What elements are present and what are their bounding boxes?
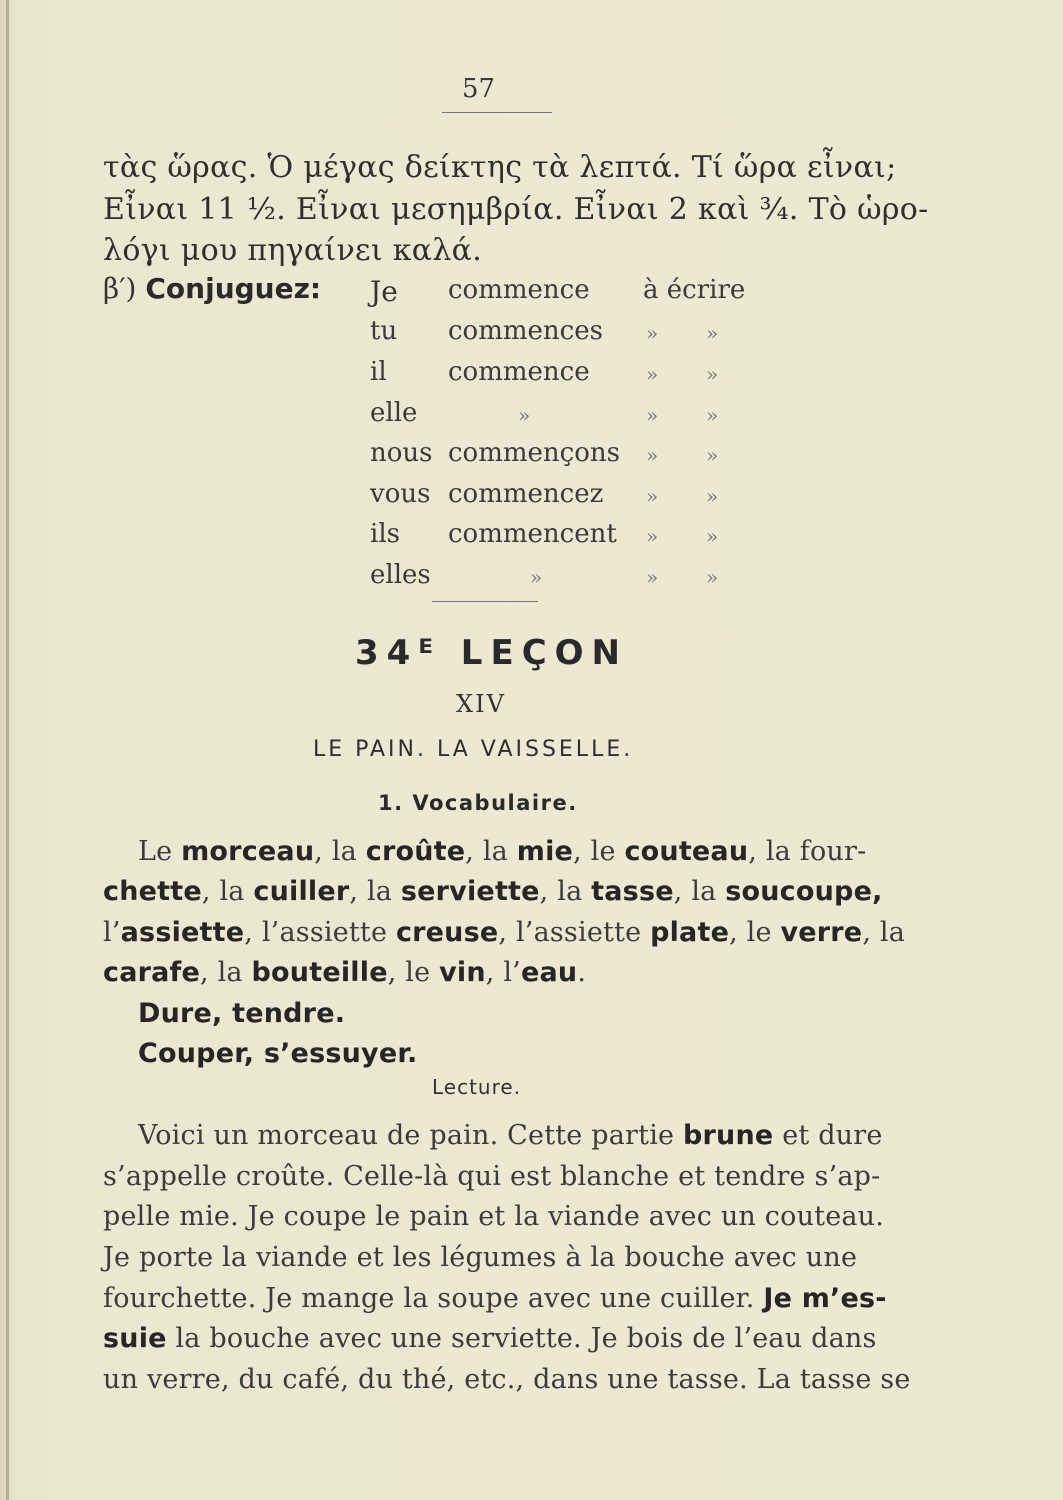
ditto-mark: » bbox=[646, 403, 659, 427]
vocab-text: , la bbox=[314, 836, 366, 867]
lecture-bold: brune bbox=[683, 1120, 774, 1151]
ditto-mark: » bbox=[518, 403, 531, 427]
lesson-number: 34ᴱ bbox=[355, 633, 441, 673]
conj-verb: commence bbox=[448, 275, 590, 305]
vocab-word: bouteille bbox=[251, 957, 388, 988]
vocab-text: , l’assiette bbox=[244, 917, 396, 948]
lesson-roman-numeral: XIV bbox=[456, 690, 506, 718]
lecture-line-4 bbox=[103, 1242, 857, 1273]
conj-pronoun: il bbox=[370, 357, 387, 387]
ditto-mark: » bbox=[646, 443, 659, 467]
vocab-word: carafe bbox=[103, 957, 201, 988]
conjugation-title: Conjuguez: bbox=[145, 272, 322, 305]
ditto-mark: » bbox=[646, 484, 659, 508]
conj-pronoun: vous bbox=[370, 479, 431, 509]
vocab-text: , la bbox=[465, 836, 517, 867]
conj-verb: commençons bbox=[448, 438, 620, 468]
conj-verb: commence bbox=[448, 357, 590, 387]
section-rule bbox=[432, 601, 538, 602]
vocabulaire-heading: 1. Vocabulaire. bbox=[378, 791, 578, 815]
ditto-mark: » bbox=[646, 362, 659, 386]
vocab-text: , le bbox=[729, 917, 781, 948]
lecture-text: un verre, du café, du thé, etc., dans une tasse. La tasse se bbox=[103, 1364, 911, 1395]
vocab-text: , le bbox=[387, 957, 440, 988]
conj-verb: commencez bbox=[448, 479, 604, 509]
lecture-text: la bouche avec une serviette. Je bois de l’eau dans bbox=[166, 1323, 877, 1354]
vocab-line-3 bbox=[103, 917, 905, 948]
greek-line-1: τὰς ὥρας. Ὁ μέγας δείκτης τὰ λεπτά. Τί ὥρα εἶναι; bbox=[103, 150, 897, 185]
vocab-word: chette bbox=[103, 876, 202, 907]
vocab-text: . bbox=[577, 957, 587, 988]
vocab-text: , la bbox=[201, 876, 254, 907]
vocab-word: tasse bbox=[591, 876, 674, 907]
conj-complement: à écrire bbox=[643, 275, 746, 305]
vocab-text: , la bbox=[200, 957, 252, 988]
vocab-verbs-text: Couper, s’essuyer. bbox=[138, 1038, 418, 1069]
lecture-text: et dure bbox=[773, 1120, 883, 1151]
vocab-word: eau bbox=[520, 957, 578, 988]
lecture-text: pelle mie. Je coupe le pain et la viande avec un couteau. bbox=[103, 1201, 885, 1232]
conj-verb: commencent bbox=[448, 519, 617, 549]
lesson-subtitle: LE PAIN. LA VAISSELLE. bbox=[313, 737, 634, 762]
vocab-text: Le bbox=[138, 836, 182, 867]
page-number: 57 bbox=[462, 74, 496, 104]
lecture-line-5 bbox=[103, 1283, 887, 1314]
ditto-mark: » bbox=[646, 565, 659, 589]
lecture-line-1 bbox=[138, 1120, 883, 1151]
conj-pronoun: Je bbox=[370, 275, 398, 308]
ditto-mark: » bbox=[646, 321, 659, 345]
vocab-text: , la bbox=[748, 836, 800, 867]
vocab-line-2 bbox=[103, 876, 883, 907]
vocab-word: soucoupe bbox=[725, 876, 873, 907]
ditto-mark: » bbox=[706, 565, 719, 589]
conjugation-prefix: β′) bbox=[103, 272, 137, 305]
vocab-line-4 bbox=[103, 957, 586, 988]
lesson-word: LEÇON bbox=[460, 633, 628, 673]
conj-pronoun: ils bbox=[370, 519, 400, 549]
vocab-word: vin bbox=[439, 957, 486, 988]
vocab-line-1 bbox=[138, 836, 866, 867]
vocab-word: verre bbox=[780, 917, 863, 948]
ditto-mark: » bbox=[646, 524, 659, 548]
binding-edge bbox=[6, 0, 9, 1500]
vocab-adjectives-text: Dure, tendre. bbox=[138, 998, 346, 1029]
vocab-word: croûte bbox=[365, 836, 466, 867]
greek-line-3: λόγι μου πηγαίνει καλά. bbox=[103, 233, 483, 268]
lecture-heading: Lecture. bbox=[432, 1075, 522, 1099]
ditto-mark: » bbox=[706, 443, 719, 467]
vocab-text: , la bbox=[862, 917, 906, 948]
vocab-text: l’ bbox=[103, 917, 121, 948]
greek-line-2: Εἶναι 11 ½. Εἶναι μεσημβρία. Εἶναι 2 καὶ ¾. Τὸ ὡρο- bbox=[103, 192, 929, 227]
vocab-text: , le bbox=[573, 836, 625, 867]
ditto-mark: » bbox=[706, 403, 719, 427]
vocab-text: four- bbox=[799, 836, 867, 867]
conj-pronoun: nous bbox=[370, 438, 433, 468]
lecture-line-7 bbox=[103, 1364, 911, 1395]
lecture-text: Voici un morceau de pain. Cette partie bbox=[138, 1120, 683, 1151]
ditto-mark: » bbox=[530, 565, 543, 589]
vocab-word: serviette bbox=[400, 876, 540, 907]
lecture-text: fourchette. Je mange la soupe avec une cuiller. bbox=[103, 1283, 764, 1314]
vocab-text: , la bbox=[349, 876, 401, 907]
conj-verb: commences bbox=[448, 316, 603, 346]
lecture-line-2 bbox=[103, 1161, 880, 1192]
lecture-line-3 bbox=[103, 1201, 884, 1232]
vocab-text: , la bbox=[539, 876, 592, 907]
vocab-adjectives bbox=[138, 998, 345, 1029]
ditto-mark: » bbox=[706, 484, 719, 508]
lecture-text: Je porte la viande et les légumes à la bouche avec une bbox=[103, 1242, 858, 1273]
lecture-bold: suie bbox=[103, 1323, 167, 1354]
header-rule bbox=[442, 112, 552, 113]
vocab-word: mie bbox=[516, 836, 574, 867]
conj-pronoun: elles bbox=[370, 560, 431, 590]
conj-pronoun: elle bbox=[370, 398, 418, 428]
vocab-word: cuiller bbox=[253, 876, 350, 907]
lecture-bold: Je m’es- bbox=[763, 1283, 887, 1314]
ditto-mark: » bbox=[706, 321, 719, 345]
vocab-word: creuse bbox=[395, 917, 499, 948]
lecture-line-6 bbox=[103, 1323, 877, 1354]
ditto-mark: » bbox=[706, 524, 719, 548]
vocab-text: , l’assiette bbox=[498, 917, 651, 948]
vocab-word: assiette bbox=[120, 917, 245, 948]
vocab-word: couteau bbox=[624, 836, 749, 867]
ditto-mark: » bbox=[706, 362, 719, 386]
vocab-text: , l’ bbox=[485, 957, 521, 988]
conjugation-label bbox=[103, 272, 321, 305]
vocab-text: , la bbox=[673, 876, 726, 907]
vocab-text: , bbox=[872, 876, 883, 907]
conj-pronoun: tu bbox=[370, 316, 398, 346]
vocab-verbs bbox=[138, 1038, 417, 1069]
vocab-word: morceau bbox=[181, 836, 315, 867]
lesson-title bbox=[355, 633, 628, 673]
lecture-text: s’appelle croûte. Celle-là qui est blanche et tendre s’ap- bbox=[103, 1161, 881, 1192]
vocab-word: plate bbox=[650, 917, 730, 948]
